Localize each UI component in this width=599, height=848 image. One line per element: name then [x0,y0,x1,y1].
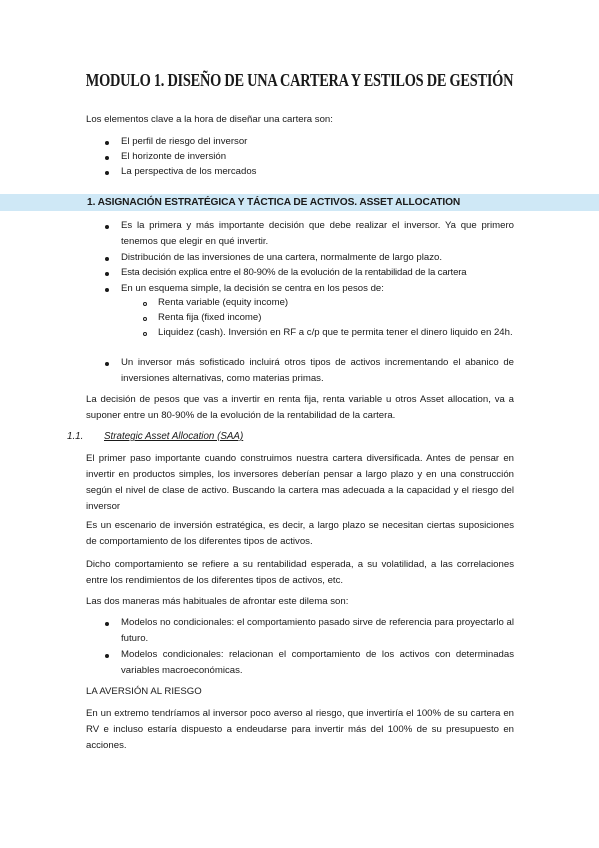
bullet-icon [105,257,109,261]
list-item: Modelos no condicionales: el comportamiento pasado sirve de referencia para proyectarlo al futuro. [121,617,514,644]
intro-text: Los elementos clave a la hora de diseñar una cartera son: [86,114,333,125]
bullet-icon [105,654,109,658]
circle-bullet-icon [143,332,147,336]
list-item: El perfil de riesgo del inversor [121,136,248,147]
list-item: Distribución de las inversiones de una cartera, normalmente de largo plazo. [121,252,443,263]
list-item: Esta decisión explica entre el 80-90% de la evolución de la rentabilidad de la cartera [121,267,467,278]
bullet-icon [105,288,109,292]
sub-list-item: Liquidez (cash). Inversión en RF a c/p que te permita tener el dinero liquido en 24h. [158,327,513,338]
list-item: Modelos condicionales: relacionan el comportamiento de los activos con determinadas variables macroeconómicas. [121,649,514,676]
circle-bullet-icon [143,302,147,306]
paragraph-heading: LA AVERSIÓN AL RIESGO [86,686,202,697]
bullet-icon [105,171,109,175]
list-item: Un inversor más sofisticado incluirá otros tipos de activos incrementando el abanico de inversiones alternativas, como materias primas. [121,357,514,384]
bullet-icon [105,362,109,366]
paragraph: Es un escenario de inversión estratégica, es decir, a largo plazo se necesitan ciertas suposiciones de comportamiento de los diferentes tipos de activos. [86,520,514,547]
paragraph: En un extremo tendríamos al inversor poco averso al riesgo, que invertiría el 100% de su cartera en RV e incluso estaría dispuesto a endeudarse para invertir más del 100% de su presupuesto en acciones. [86,708,514,751]
bullet-icon [105,156,109,160]
circle-bullet-icon [143,317,147,321]
paragraph: El primer paso importante cuando construimos nuestra cartera diversificada. Antes de pensar en invertir en productos simples, los inversores deberían pensar a largo plazo y en una construcción según el nivel de clase de activo. Buscando la cartera mas adecuada a la capacidad y el riesgo del inversor [86,453,514,512]
sub-list-item: Renta variable (equity income) [158,297,289,308]
bullet-icon [105,272,109,276]
subsection-title: Strategic Asset Allocation (SAA) [104,431,244,442]
list-item: La perspectiva de los mercados [121,166,257,177]
bullet-icon [105,622,109,626]
list-item: Es la primera y más importante decisión que debe realizar el inversor. Ya que primero tenemos que elegir en qué invertir. [121,220,514,247]
paragraph: La decisión de pesos que vas a invertir en renta fija, renta variable u otros Asset allocation, va a suponer entre un 80-90% de la evolución de la rentabilidad de la cartera. [86,394,514,421]
paragraph: Dicho comportamiento se refiere a su rentabilidad esperada, a su volatilidad, a las correlaciones entre los rendimientos de los diferentes tipos de activos, etc. [86,559,514,586]
bullet-icon [105,141,109,145]
list-item: En un esquema simple, la decisión se centra en los pesos de: [121,283,384,294]
sub-list-item: Renta fija (fixed income) [158,312,262,323]
subsection-number: 1.1. [67,431,84,442]
paragraph: Las dos maneras más habituales de afrontar este dilema son: [86,596,349,607]
bullet-icon [105,225,109,229]
section-heading: 1. ASIGNACIÓN ESTRATÉGICA Y TÁCTICA DE ACTIVOS. ASSET ALLOCATION [87,197,461,208]
list-item: El horizonte de inversión [121,151,227,162]
page-title: MODULO 1. DISEÑO DE UNA CARTERA Y ESTILOS DE GESTIÓN [85,70,514,90]
